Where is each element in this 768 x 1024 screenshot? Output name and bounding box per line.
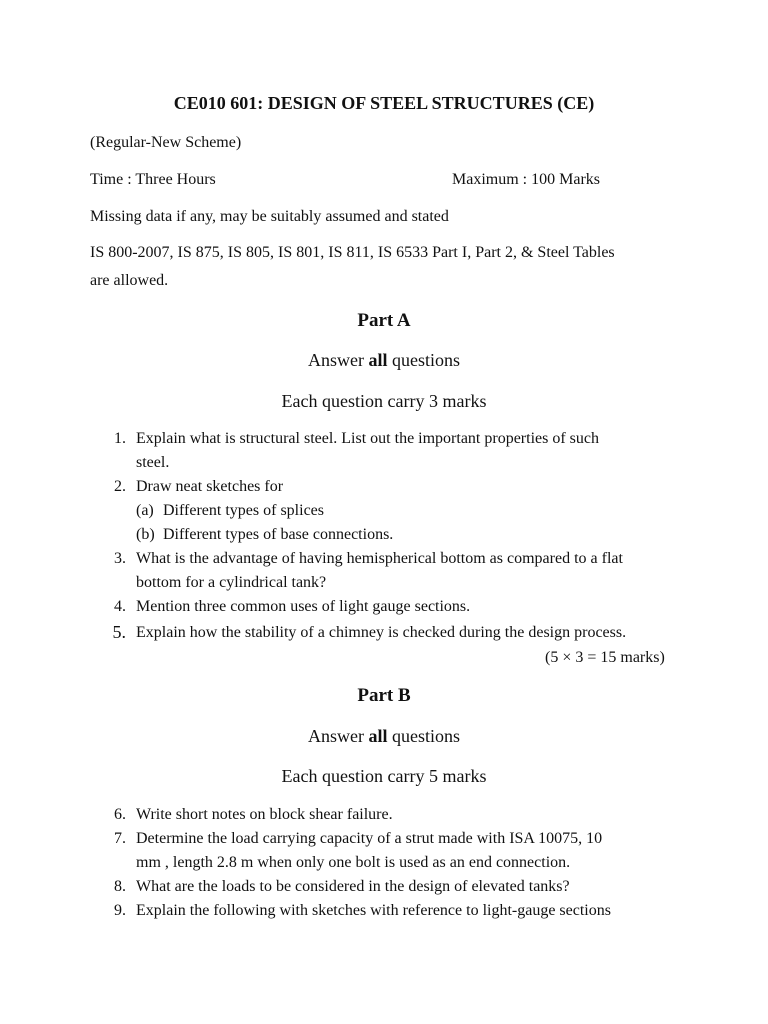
part-b-heading: Part B xyxy=(357,685,411,706)
question-text: What is the advantage of having hemispherical bottom as compared to a flat xyxy=(136,550,623,567)
exam-title: CE010 601: DESIGN OF STEEL STRUCTURES (CE) xyxy=(173,93,595,113)
question-text: Mention three common uses of light gauge sections. xyxy=(136,598,471,615)
question-text: steel. xyxy=(136,454,170,471)
part-b-marks-line: Each question carry 5 marks xyxy=(281,766,487,786)
question-text: bottom for a cylindrical tank? xyxy=(136,574,327,591)
scheme-line: (Regular-New Scheme) xyxy=(90,134,242,151)
part-a-marks-line: Each question carry 3 marks xyxy=(281,391,487,411)
question-number: 8. xyxy=(114,878,126,895)
sub-item-text: Different types of splices xyxy=(163,502,324,519)
sub-item-label: (b) xyxy=(136,526,155,543)
question-text: Explain what is structural steel. List out the important properties of such xyxy=(136,430,600,447)
sub-item-label: (a) xyxy=(136,502,154,519)
part-a-total-marks: (5 × 3 = 15 marks) xyxy=(545,649,665,666)
question-text: What are the loads to be considered in the design of elevated tanks? xyxy=(136,878,570,895)
time-line: Time : Three Hours xyxy=(90,171,216,188)
question-text: Explain the following with sketches with reference to light-gauge sections xyxy=(136,902,611,919)
part-a-instruction: Answer all questions xyxy=(307,350,461,370)
question-number: 7. xyxy=(114,830,126,847)
question-text: mm , length 2.8 m when only one bolt is used as an end connection. xyxy=(136,854,571,871)
codes-allowed-line-2: are allowed. xyxy=(90,272,169,289)
question-number: 3. xyxy=(114,550,126,567)
question-text: Determine the load carrying capacity of a strut made with ISA 10075, 10 xyxy=(136,830,603,847)
max-marks-line: Maximum : 100 Marks xyxy=(452,171,600,188)
question-text: Write short notes on block shear failure. xyxy=(136,806,393,823)
codes-allowed-line-1: IS 800-2007, IS 875, IS 805, IS 801, IS 811, IS 6533 Part I, Part 2, & Steel Tables xyxy=(90,244,615,261)
question-number: 9. xyxy=(114,902,126,919)
question-number: 4. xyxy=(114,598,126,615)
question-number: 2. xyxy=(114,478,126,495)
part-b-instruction: Answer all questions xyxy=(307,726,461,746)
question-text: Draw neat sketches for xyxy=(136,478,284,495)
question-text: Explain how the stability of a chimney is checked during the design process. xyxy=(136,624,627,641)
part-a-heading: Part A xyxy=(357,310,411,331)
question-number: 1. xyxy=(114,430,126,447)
sub-item-text: Different types of base connections. xyxy=(163,526,394,543)
missing-data-note: Missing data if any, may be suitably assumed and stated xyxy=(90,208,449,225)
question-number: 6. xyxy=(114,806,126,823)
question-number: 5. xyxy=(112,622,126,642)
